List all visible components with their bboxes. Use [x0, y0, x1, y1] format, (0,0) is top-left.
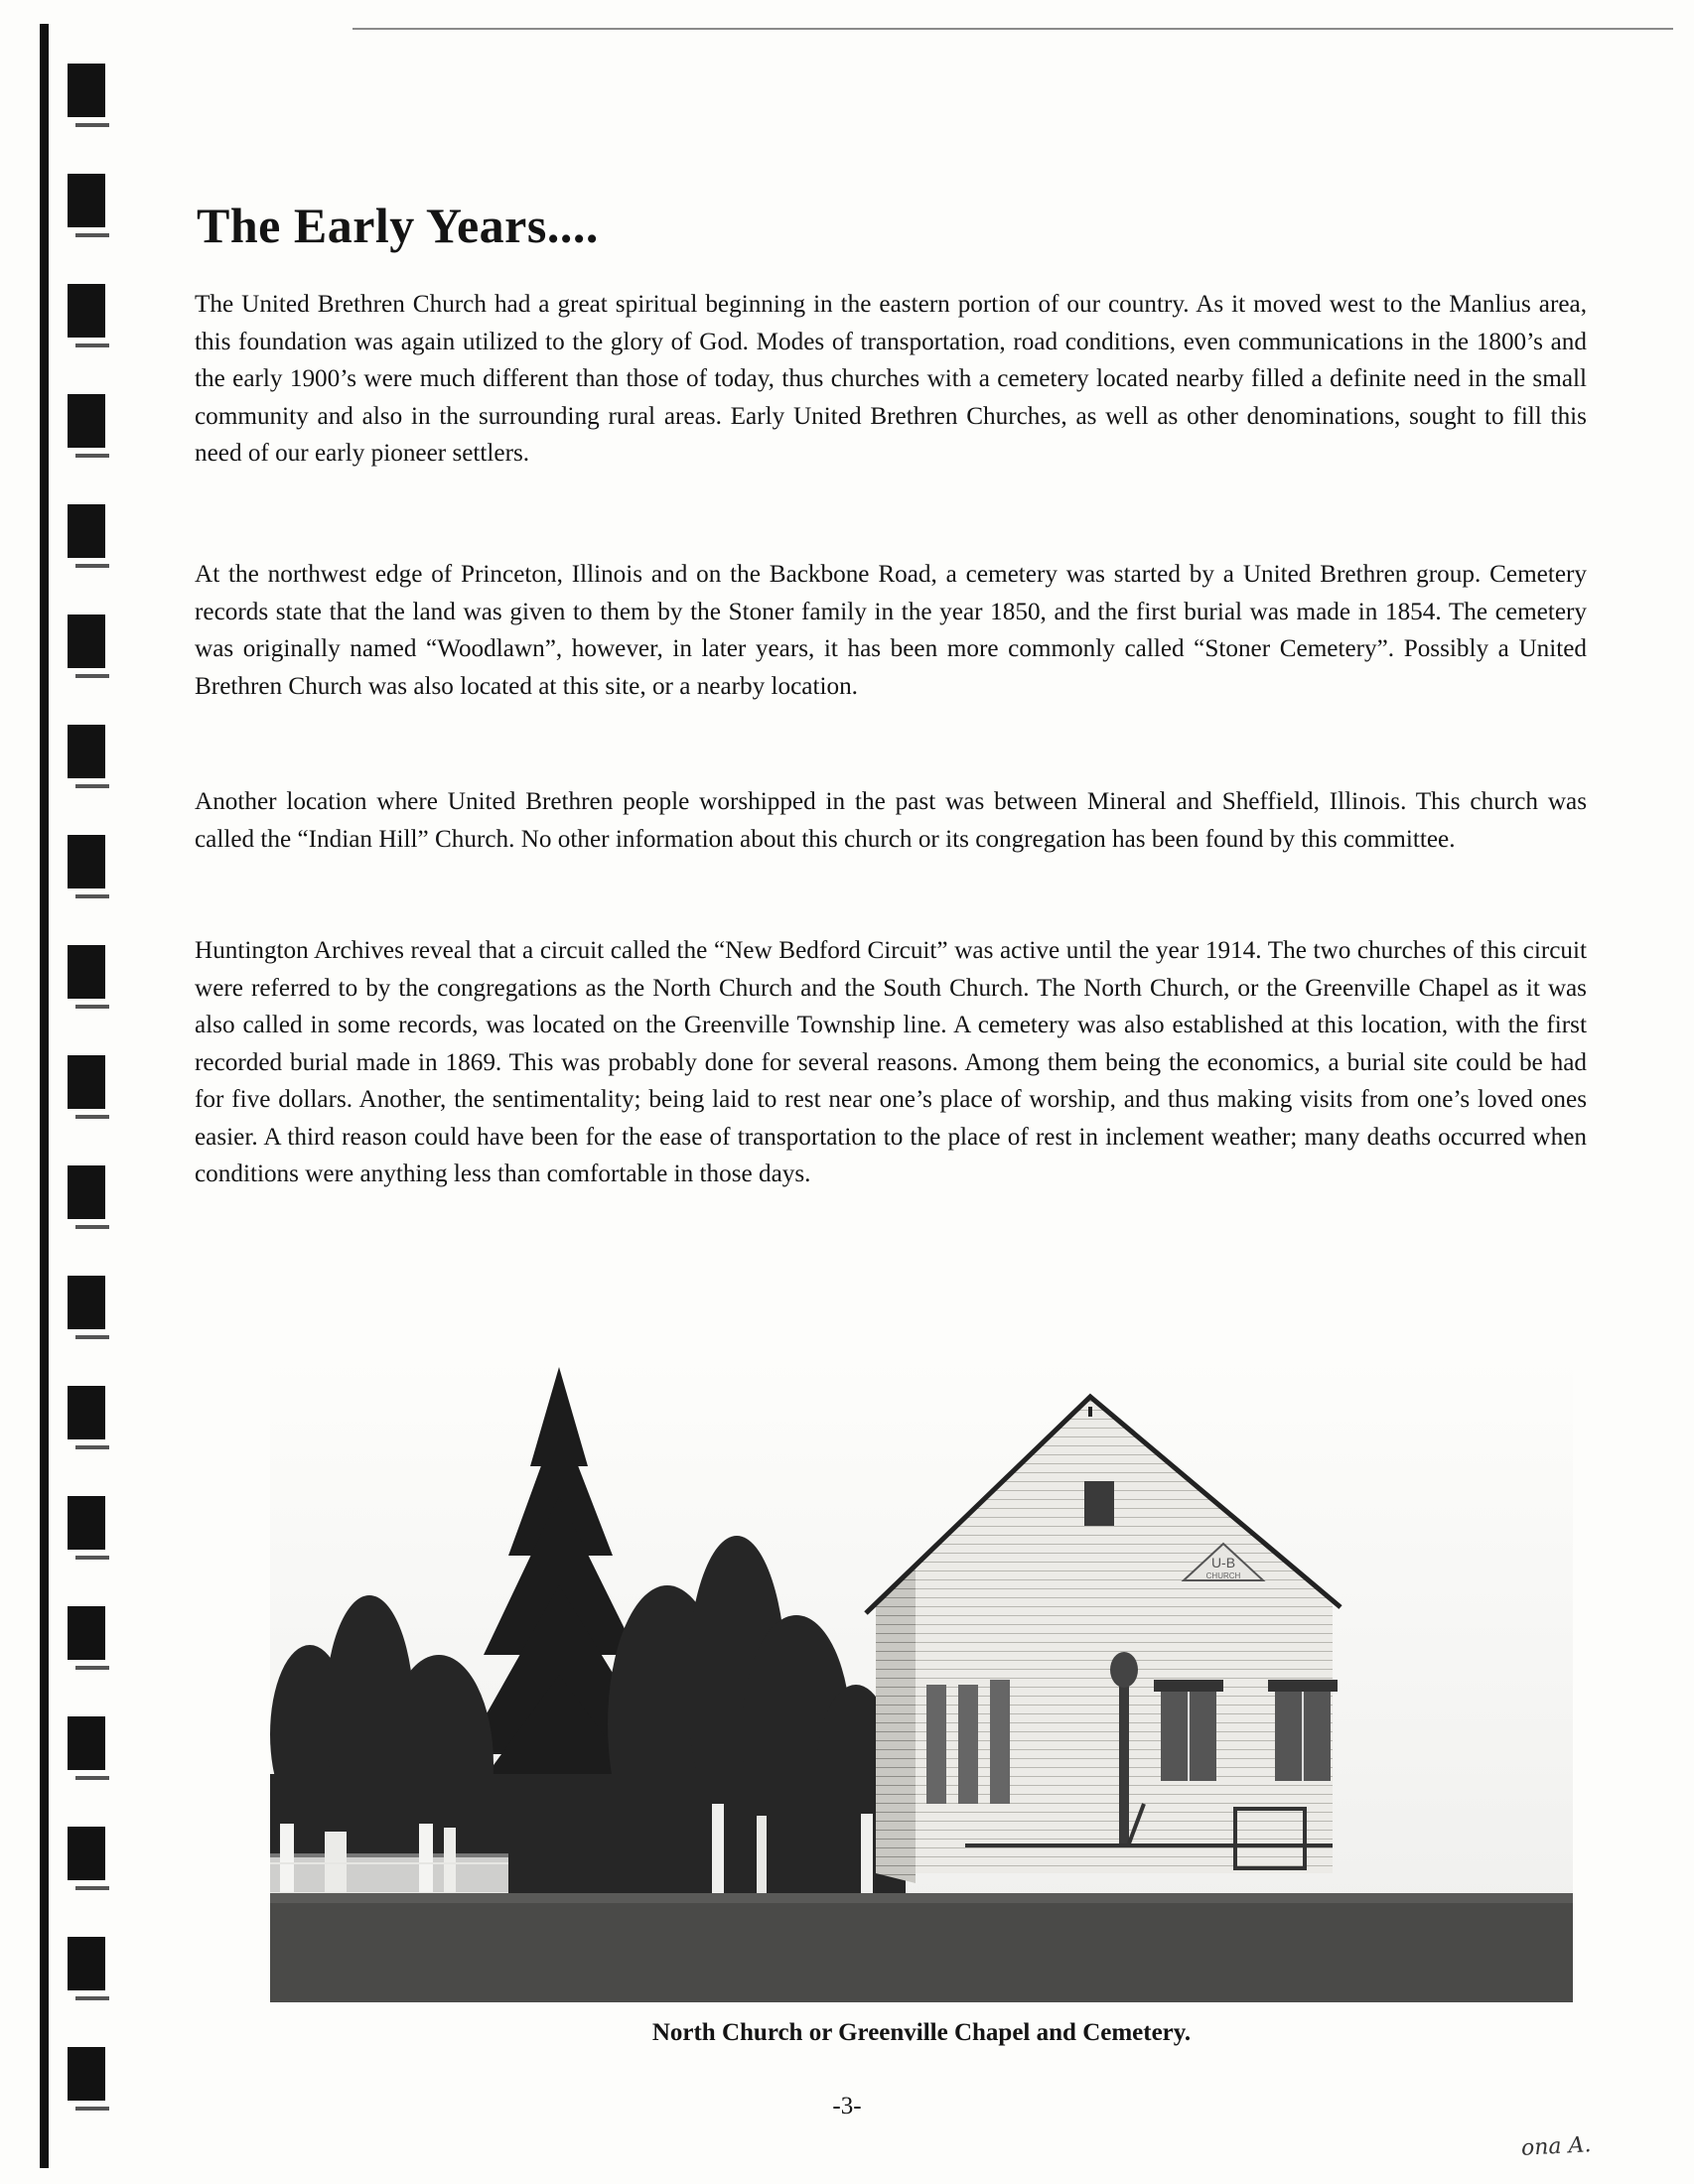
binding-ring: [68, 614, 105, 668]
binding-ring: [68, 1827, 105, 1880]
binding-ring: [68, 1937, 105, 1990]
binding-ring: [68, 725, 105, 778]
sign-text-church: CHURCH: [1205, 1571, 1241, 1580]
church-photo: [270, 1357, 1573, 2002]
binding-spine: [40, 24, 49, 2168]
binding-ring: [68, 284, 105, 338]
binding-ring: [68, 1716, 105, 1770]
paragraph-4: Huntington Archives reveal that a circuit called the “New Bedford Circuit” was active until the year 1914. The two churches of this circuit were referred to by the congregations as the North Church and the South Church. The North Church, or the Greenville Chapel as it was also called in some records, was located on the Greenville Township line. A cemetery was also established at this location, with the first recorded burial made in 1869. This was probably done for several reasons. Among them being the economics, a burial site could be had for five dollars. Another, the sentimentality; being laid to rest near one’s place of worship, and thus making visits from one’s loved ones easier. A third reason could have been for the ease of transportation to the place of rest in inclement weather; many deaths occurred when conditions were anything less than comfortable in those days.: [195, 937, 1587, 1187]
binding-ring: [68, 174, 105, 227]
page-number: -3-: [832, 2093, 862, 2119]
binding-ring: [68, 1496, 105, 1550]
handwritten-note: ona A.: [1520, 2132, 1593, 2161]
paragraph-3: Another location where United Brethren people worshipped in the past was between Mineral and Sheffield, Illinois. This church was called the “Indian Hill” Church. No other information about this church or its congregation has been found by this committee.: [195, 788, 1587, 853]
paragraph-1: The United Brethren Church had a great spiritual beginning in the eastern portion of our country. As it moved west to the Manlius area, this foundation was again utilized to the glory of God. Modes of transportation, road conditions, even communications in the 1800’s and the early 1900’s were much different than those of today, thus churches with a cemetery located nearby filled a definite need in the small community and also in the surrounding rural areas. Early United Brethren Churches, as well as other denominations, sought to fill this need of our early pioneer settlers.: [195, 291, 1587, 467]
top-rule: [353, 28, 1673, 30]
page-title: The Early Years....: [197, 198, 599, 253]
sign-text-ub: U-B: [1210, 1555, 1236, 1570]
paragraph-2: At the northwest edge of Princeton, Illinois and on the Backbone Road, a cemetery was started by a United Brethren group. Cemetery records state that the land was given to them by the Stoner family in the year 1850, and the first burial was made in 1854. The cemetery was originally named “Woodlawn”, however, in later years, it has been more commonly called “Stoner Cemetery”. Possibly a United Brethren Church was also located at this site, or a nearby location.: [195, 561, 1587, 700]
binding-ring: [68, 1386, 105, 1439]
binding-ring: [68, 1606, 105, 1660]
binding-ring: [68, 835, 105, 888]
photo-caption: North Church or Greenville Chapel and Cemetery.: [651, 2019, 1192, 2046]
binding-ring: [68, 945, 105, 999]
spiral-binding: [32, 24, 106, 2168]
binding-ring: [68, 1165, 105, 1219]
binding-ring: [68, 64, 105, 117]
binding-ring: [68, 504, 105, 558]
binding-ring: [68, 1276, 105, 1329]
binding-ring: [68, 394, 105, 448]
binding-ring: [68, 1055, 105, 1109]
grass-field: [270, 1893, 1573, 2002]
